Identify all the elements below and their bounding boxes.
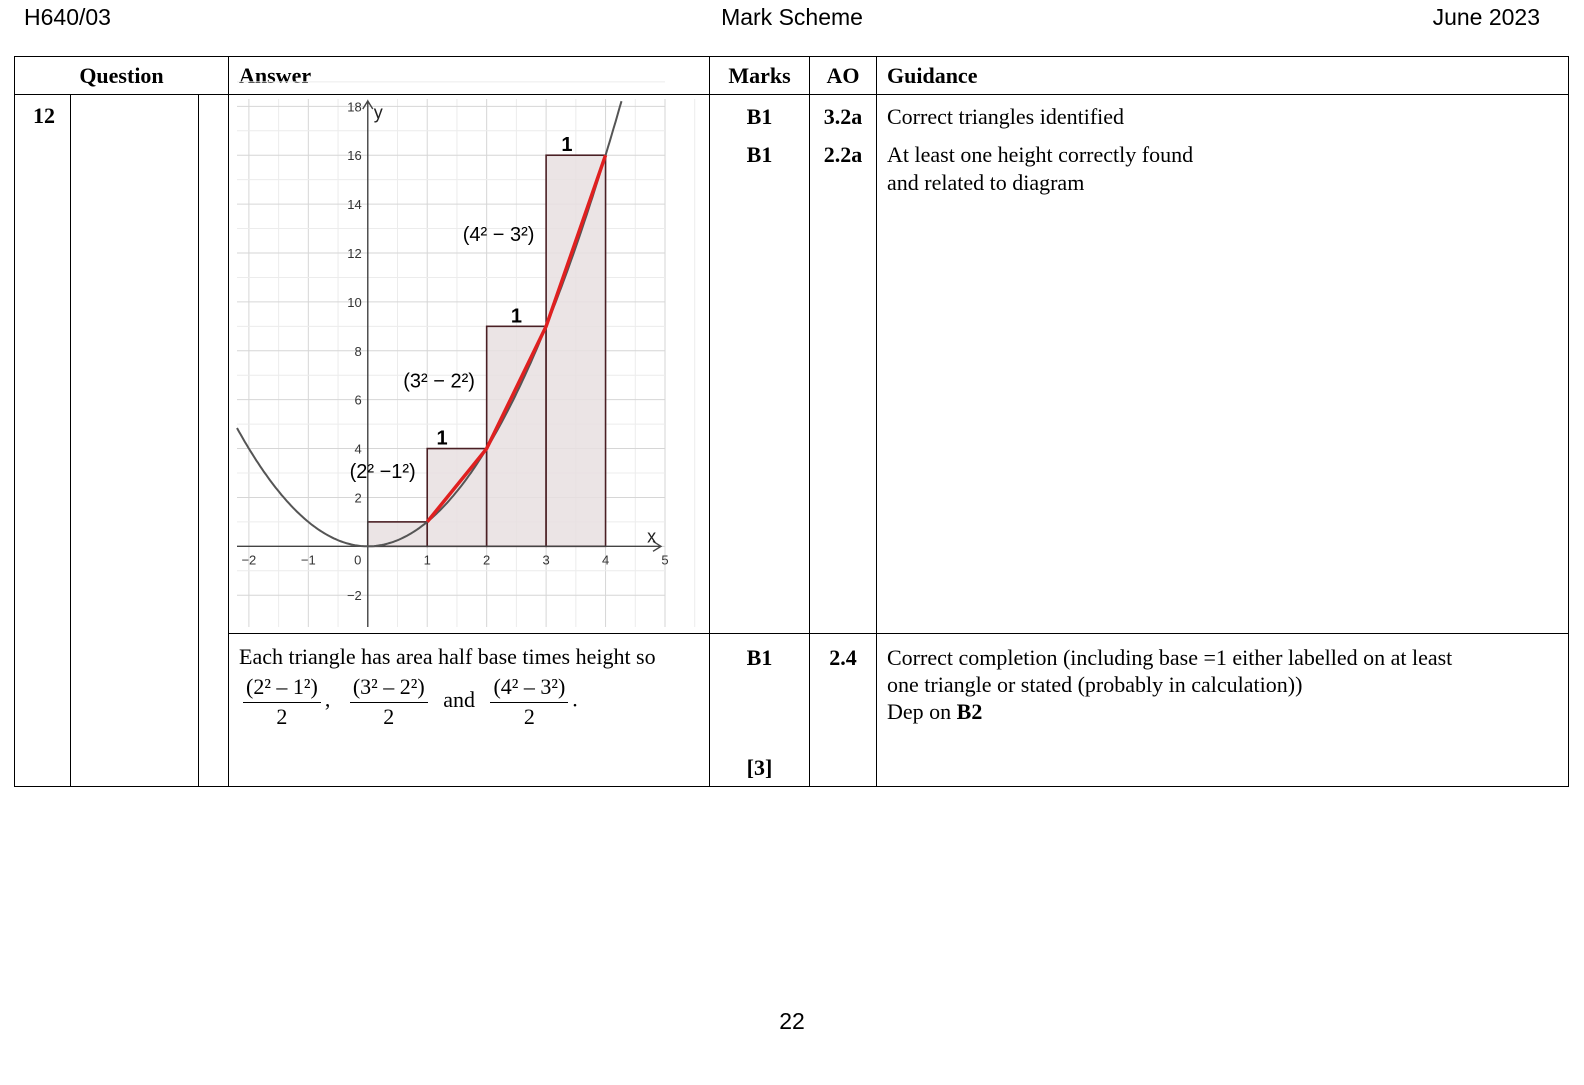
x-tick-label: 3: [542, 552, 550, 568]
area-graph: [237, 99, 669, 627]
guidance-third-line1: Correct completion (including base =1 either labelled on at least: [887, 645, 1453, 670]
ao-third: 2.4: [829, 645, 857, 670]
x-tick-label: 1: [423, 552, 431, 568]
x-tick-label: 0: [354, 552, 362, 568]
marks-cell: [710, 95, 810, 634]
y-tick-label: 4: [354, 441, 362, 457]
mark-scheme-table: [14, 56, 1569, 787]
header-paper-code: H640/03: [24, 4, 111, 30]
total-marks: [3]: [746, 755, 773, 780]
answer-fractions: [239, 672, 709, 731]
height-label: (3² − 2²): [403, 370, 475, 393]
table-row: [15, 634, 1569, 787]
ao-first: 3.2a: [823, 104, 863, 129]
answer-text-cell: [229, 634, 710, 787]
header-ao: AO: [810, 57, 877, 95]
fraction-separator-period: .: [572, 686, 578, 712]
shaded-rectangle: [368, 522, 427, 546]
fraction-separator-and: and: [443, 686, 475, 712]
y-tick-label: 6: [354, 392, 362, 408]
page-number: 22: [779, 1008, 805, 1034]
ao-second: 2.2a: [823, 142, 863, 167]
y-tick-label: 16: [347, 148, 362, 164]
y-tick-label: 2: [354, 490, 362, 506]
guidance-second-line1: At least one height correctly found: [887, 142, 1194, 167]
fraction-second: [350, 672, 428, 731]
ao-cell-lower: [810, 634, 877, 787]
y-tick-label: −2: [346, 588, 362, 604]
question-number: 12: [15, 95, 71, 787]
fraction-first: [243, 672, 321, 731]
y-tick-label: 18: [347, 99, 362, 115]
table-row: [15, 95, 1569, 634]
shaded-rectangle: [546, 155, 605, 546]
x-tick-label: 5: [661, 552, 669, 568]
header-title: Mark Scheme: [721, 4, 863, 30]
header-date: June 2023: [1432, 4, 1540, 30]
mark-b1-third: B1: [746, 645, 773, 670]
fraction-second-denominator: 2: [383, 704, 395, 729]
fraction-third-numerator: (4² – 3²): [490, 672, 568, 703]
x-tick-label: 2: [483, 552, 491, 568]
header-answer: Answer: [229, 57, 710, 95]
ao-cell: [810, 95, 877, 634]
height-label: (4² − 3²): [462, 223, 535, 246]
width-label: 1: [510, 305, 522, 328]
fraction-first-denominator: 2: [276, 704, 288, 729]
fraction-second-numerator: (3² – 2²): [350, 672, 428, 703]
shaded-rectangle: [487, 326, 546, 546]
answer-text: Each triangle has area half base times height so: [239, 644, 656, 669]
guidance-cell: [877, 95, 1569, 634]
width-label: 1: [561, 134, 573, 157]
guidance-dep-prefix: Dep on: [887, 699, 957, 724]
guidance-dep: [887, 698, 1568, 725]
x-tick-label: −1: [300, 552, 316, 568]
table-header-row: [15, 57, 1569, 95]
question-part-cell: [71, 95, 199, 787]
y-tick-label: 12: [347, 246, 362, 261]
mark-b1-first: B1: [746, 104, 773, 129]
y-tick-label: 10: [347, 294, 362, 310]
mark-b1-second: B1: [746, 142, 773, 167]
x-axis-label: x: [647, 526, 657, 547]
fraction-third-denominator: 2: [523, 704, 535, 729]
y-tick-label: 14: [347, 197, 362, 213]
guidance-first: Correct triangles identified: [887, 104, 1125, 129]
question-subpart-cell: [199, 95, 229, 787]
x-tick-label: −2: [241, 552, 257, 568]
x-tick-label: 4: [601, 552, 610, 568]
fraction-third: [490, 672, 568, 731]
marks-cell-lower: [710, 634, 810, 787]
guidance-dep-bold: B2: [956, 699, 983, 724]
answer-graph-cell: [229, 95, 710, 634]
y-axis-label: y: [373, 102, 383, 123]
fraction-separator-comma: ,: [324, 686, 331, 712]
height-label: (2² −1²): [349, 460, 416, 483]
y-tick-label: 8: [354, 343, 362, 359]
guidance-second-line2: and related to diagram: [887, 170, 1085, 195]
header-marks: Marks: [710, 57, 810, 95]
fraction-first-numerator: (2² – 1²): [243, 672, 321, 703]
header-guidance: Guidance: [877, 57, 1569, 95]
guidance-third-line2: one triangle or stated (probably in calculation)): [887, 672, 1303, 697]
header-question: Question: [15, 57, 229, 95]
width-label: 1: [436, 427, 448, 450]
guidance-cell-lower: [877, 634, 1569, 787]
